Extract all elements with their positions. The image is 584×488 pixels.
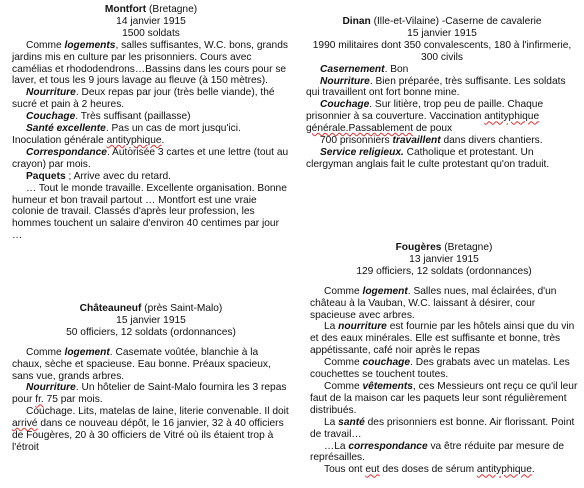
place-name: Montfort xyxy=(104,4,147,15)
paragraph: Service religieux. Catholique et protestant. Un clergyman anglais fait le culte protestant qu'on traduit. xyxy=(306,146,550,170)
section-chateauneuf xyxy=(12,303,290,454)
section-date: 13 janvier 1915 xyxy=(409,253,479,265)
section-count: 129 officiers, 12 soldats (ordonnances) xyxy=(356,265,532,277)
paragraph: Comme vêtements, ces Messieurs ont reçu ce qu'il leur faut de la maison car les paquets leur sont régulièrement distribués. xyxy=(310,380,578,416)
paragraph: Paquets ; Arrive avec du retard. xyxy=(26,170,171,182)
section-date: 15 janvier 1915 xyxy=(116,314,186,326)
paragraph: Nourriture. Un hôtelier de Saint-Malo fournira les 3 repas pour fr. 75 par mois. xyxy=(12,382,287,406)
paragraph: Tous ont eut des doses de sérum antityphique. xyxy=(324,464,535,476)
paragraph: Comme logements, salles suffisantes, W.C. bons, grands jardins mis en culture par les prisonniers. Cours avec camélias et rhododendrons…Bassins dans les cours pour se laver, et tous les 9 jours lavage au fleuve (à 150 mètres). xyxy=(12,39,288,87)
place-region: (près Saint-Malo) xyxy=(141,303,223,314)
place-region: (Ille-et-Vilaine) -Caserne de cavalerie xyxy=(370,16,542,27)
paragraph: Casernement. Bon xyxy=(320,63,409,75)
section-count: 50 officiers, 12 soldats (ordonnances) xyxy=(66,326,236,338)
paragraph: Couchage. Très suffisant (paillasse) xyxy=(26,111,191,123)
section-heading xyxy=(12,4,290,16)
paragraph: Nourriture. Bien préparée, très suffisante. Les soldats qui travaillent ont fort bonne mine. xyxy=(306,75,566,99)
section-heading xyxy=(310,242,578,254)
section-heading xyxy=(306,16,578,28)
section-montfort xyxy=(12,4,290,242)
place-region: (Bretagne) xyxy=(441,242,493,253)
paragraph: Comme logement. Casemate voûtée, blanchie à la chaux, sèche et spacieuse. Eau bonne. Préaux spacieux, sans vue, grands arbres. xyxy=(12,346,271,382)
paragraph: Couchage. Sur litière, trop peu de paille. Chaque prisonnier à sa couverture. Vaccination antityphique générale.Passablement de poux xyxy=(306,99,544,135)
section-dinan xyxy=(306,16,578,171)
paragraph: La santé des prisonniers est bonne. Air florissant. Point de travail… xyxy=(310,416,575,440)
section-date: 14 janvier 1915 xyxy=(116,15,186,27)
section-count: 1500 soldats xyxy=(122,27,180,39)
paragraph: Comme couchage. Des grabats avec un matelas. Les couchettes se touchent toutes. xyxy=(310,357,570,381)
paragraph: Comme logement. Salles nues, mal éclairées, d'un château à la Vauban, W.C. laissant à désirer, cour spacieuse avec arbres. xyxy=(310,285,557,321)
place-name: Fougères xyxy=(395,242,442,253)
paragraph: La nourriture est fournie par les hôtels ainsi que du vin et des eaux minérales. Elle est suffisante et bonne, très appétissante, café noir après le repas xyxy=(310,321,575,357)
paragraph: Couchage. Lits, matelas de laine, literie convenable. Il doit arrivé dans ce nouveau dépôt, le 16 janvier, 32 à 40 officiers de Fougères, 20 à 30 officiers de Vitré où ils étaient trop à l'étroit xyxy=(12,406,289,453)
place-name: Dinan xyxy=(342,16,371,27)
section-date: 15 janvier 1915 xyxy=(407,27,477,39)
paragraph: Santé excellente. Pas un cas de mort jusqu'ici. Inoculation générale antityphique. xyxy=(12,123,241,146)
spacer xyxy=(310,278,578,286)
section-heading xyxy=(12,303,290,315)
paragraph: 700 prisonniers travaillent dans divers chantiers. xyxy=(320,135,543,147)
section-fougeres xyxy=(310,242,578,476)
paragraph: Nourriture. Deux repas par jour (très belle viande), thé sucré et pain à 2 heures. xyxy=(12,87,275,111)
paragraph: …La correspondance va être réduite par mesure de représailles. xyxy=(310,440,565,464)
place-region: (Bretagne) xyxy=(146,4,198,15)
paragraph: … Tout le monde travaille. Excellente organisation. Bonne humeur et bon travail partout … Montfort est une vraie colonie de travail. Classés d'après leur profession, les hommes touchent un salaire d'environ 40 centimes par jour … xyxy=(12,182,287,242)
place-name: Châteauneuf xyxy=(79,303,142,314)
paragraph: Correspondance. Autorisée 3 cartes et une lettre (tout au crayon) par mois. xyxy=(12,146,289,170)
spacer xyxy=(12,339,290,347)
section-count: 1990 militaires dont 350 convalescents, 180 à l'infirmerie, 300 civils xyxy=(312,39,572,63)
